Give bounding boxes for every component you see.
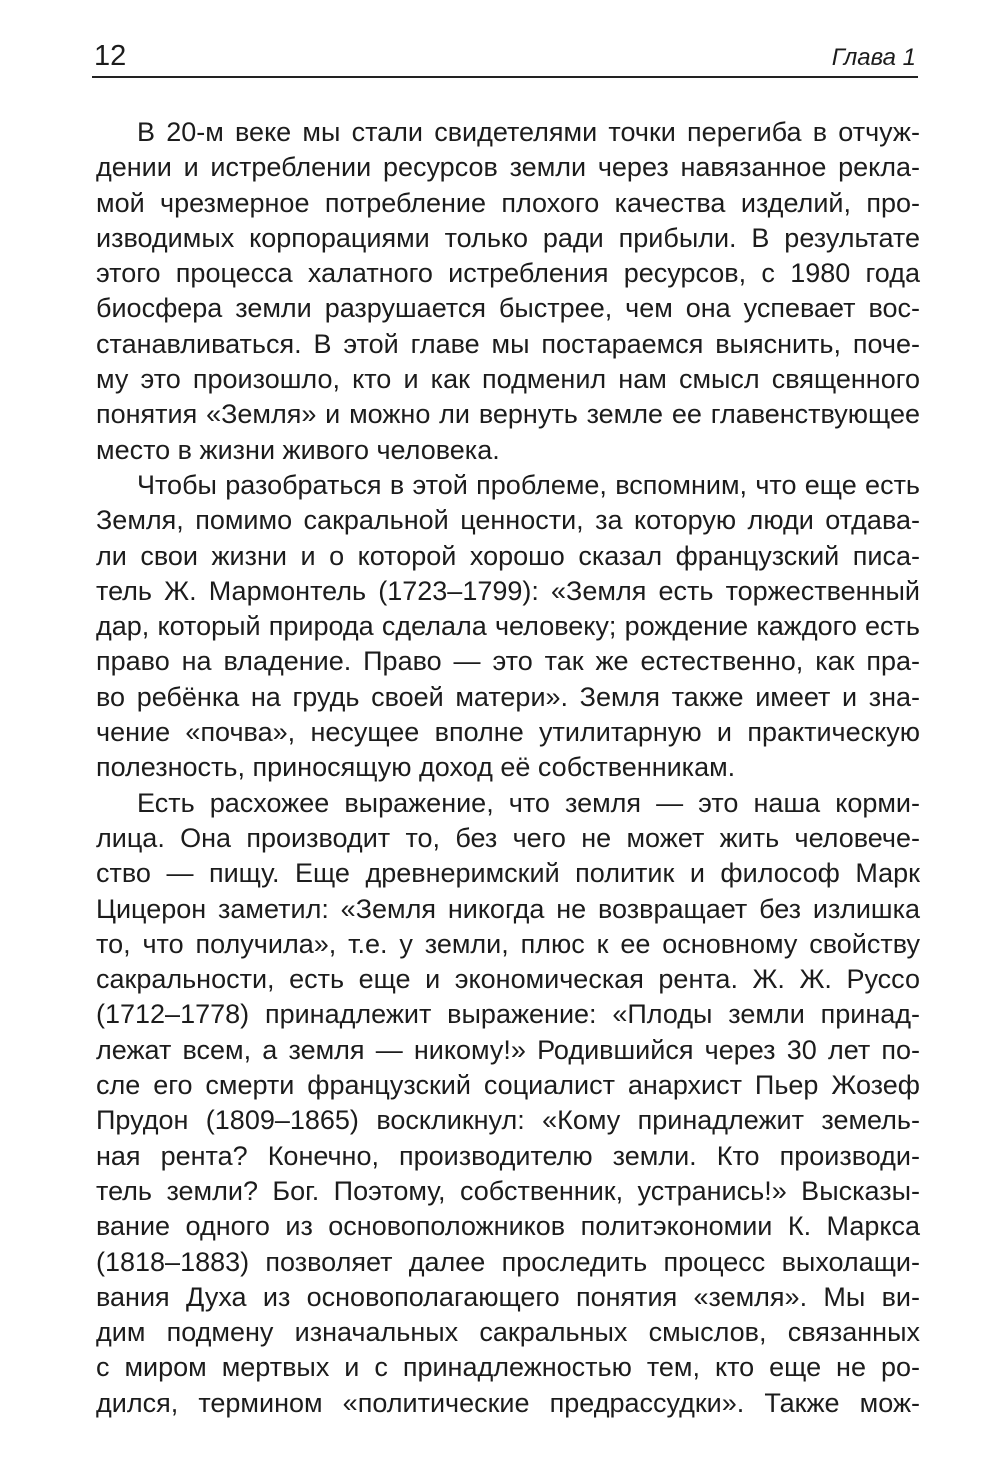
text-line: тель Ж. Мармонтель (1723–1799): «Земля есть торжественный: [96, 575, 920, 606]
text-line: биосфера земли разрушается быстрее, чем она успевает вос-: [96, 293, 920, 324]
text-line: дении и истреблении ресурсов земли через навязанное рекла-: [96, 152, 920, 183]
text-line: ная рента? Конечно, производителю земли. Кто производи-: [96, 1140, 920, 1171]
text-line: вание одного из основоположников политэкономии К. Маркса: [96, 1211, 920, 1242]
text-line: Есть расхожее выражение, что земля — это наша корми-: [137, 787, 920, 818]
text-line: Цицерон заметил: «Земля никогда не возвращает без излишка: [96, 893, 920, 924]
text-line: дился, термином «политические предрассудки». Также мож-: [96, 1387, 920, 1418]
text-line: полезность, приносящую доход её собственникам.: [96, 752, 736, 783]
text-line: ли свои жизни и о которой хорошо сказал французский писа-: [96, 540, 920, 571]
text-line: Прудон (1809–1865) воскликнул: «Кому принадлежит земель-: [96, 1105, 920, 1136]
text-line: Чтобы разобраться в этой проблеме, вспомним, что еще есть: [137, 469, 920, 500]
main-text: [96, 115, 920, 1421]
text-line: право на владение. Право — это так же естественно, как пра-: [96, 646, 920, 677]
paragraph-2: [96, 468, 920, 786]
text-line: вания Духа из основополагающего понятия «земля». Мы ви-: [96, 1281, 920, 1312]
text-line: во ребёнка на грудь своей матери». Земля также имеет и зна-: [96, 681, 920, 712]
page-number: 12: [94, 40, 127, 72]
text-line: тель земли? Бог. Поэтому, собственник, устранись!» Высказы-: [96, 1175, 920, 1206]
text-line: (1818–1883) позволяет далее проследить процесс выхолащи-: [96, 1246, 920, 1277]
text-line: (1712–1778) принадлежит выражение: «Плоды земли принад-: [96, 999, 920, 1030]
text-line: станавливаться. В этой главе мы постараемся выяснить, поче-: [96, 328, 920, 359]
text-line: этого процесса халатного истребления ресурсов, с 1980 года: [96, 258, 920, 289]
text-line: сле его смерти французский социалист анархист Пьер Жозеф: [96, 1070, 920, 1101]
text-line: то, что получила», т.е. у земли, плюс к ее основному свойству: [96, 928, 920, 959]
text-line: сакральности, есть еще и экономическая рента. Ж. Ж. Руссо: [96, 964, 920, 995]
text-line: лица. Она производит то, без чего не может жить человече-: [96, 822, 920, 853]
text-line: понятия «Земля» и можно ли вернуть земле ее главенствующее: [96, 399, 920, 430]
text-line: В 20-м веке мы стали свидетелями точки перегиба в отчуж-: [137, 117, 920, 147]
text-line: му это произошло, кто и как подменил нам смысл священного: [96, 364, 920, 395]
paragraph-3: [96, 786, 920, 1421]
text-line: чение «почва», несущее вполне утилитарную и практическую: [96, 717, 920, 748]
running-header: [92, 38, 918, 78]
paragraph-1: [96, 115, 920, 468]
text-line: изводимых корпорациями только ради прибыли. В результате: [96, 222, 920, 253]
text-line: мой чрезмерное потребление плохого качества изделий, про-: [96, 187, 920, 218]
text-line: с миром мертвых и с принадлежностью тем, кто еще не ро-: [96, 1352, 920, 1383]
text-line: ство — пищу. Еще древнеримский политик и философ Марк: [96, 858, 920, 889]
text-line: место в жизни живого человека.: [96, 434, 500, 465]
text-line: дим подмену изначальных сакральных смыслов, связанных: [96, 1317, 920, 1348]
chapter-title: Глава 1: [831, 44, 916, 71]
text-line: Земля, помимо сакральной ценности, за которую люди отдава-: [96, 505, 920, 536]
text-line: лежат всем, а земля — никому!» Родившийся через 30 лет по-: [96, 1034, 920, 1065]
text-line: дар, который природа сделала человеку; рождение каждого есть: [96, 611, 920, 642]
